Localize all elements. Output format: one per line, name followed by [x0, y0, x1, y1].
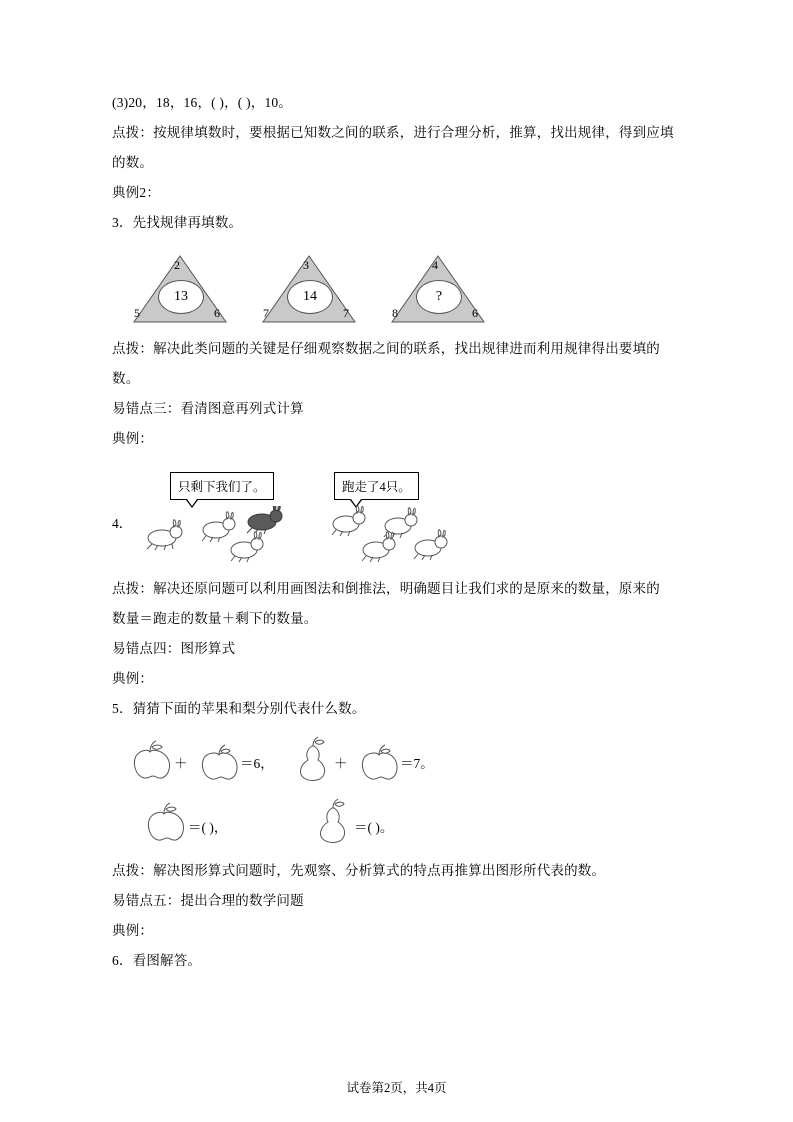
triangle-top-value: 2: [174, 258, 180, 272]
rabbit-group-right-icon: [324, 506, 514, 568]
apple-icon: [196, 742, 240, 782]
sequence-fill-question: (3)20，18，16，( )，( )，10。: [112, 95, 293, 110]
apple-icon: [140, 800, 186, 844]
tip-paragraph-3-line2: 数量＝跑走的数量＋剩下的数量。: [112, 611, 318, 626]
triangle-right-value: 6: [472, 306, 478, 320]
tip-paragraph-4: 点拨：解决图形算式问题时，先观察、分析算式的特点再推算出图形所代表的数。: [112, 863, 606, 878]
question-5: 5．猜猜下面的苹果和梨分别代表什么数。: [112, 701, 366, 716]
tip-paragraph-1: 点拨：按规律填数时，要根据已知数之间的联系，进行合理分析，推算，找出规律，得到应填的数。: [112, 125, 674, 170]
triangle-left-value: 8: [392, 306, 398, 320]
answer-blank-pear: ＝( )。: [354, 820, 394, 835]
answer-blank-apple: ＝( )，: [188, 820, 228, 835]
page-footer: 试卷第2页，共4页: [346, 1081, 447, 1095]
triangle-left-value: 7: [263, 306, 269, 320]
triangle-center-value: 14: [287, 280, 333, 314]
example-2-label: 典例2：: [112, 185, 161, 200]
triangle-right-value: 6: [214, 306, 220, 320]
equation-2-plus: ＋: [334, 756, 348, 771]
speech-bubble-right: 跑走了4只。: [334, 472, 419, 500]
fruit-equation-row-2: [112, 796, 681, 856]
apple-icon: [356, 742, 400, 782]
triangle-figure-1: [130, 252, 230, 326]
question-6: 6．看图解答。: [112, 953, 202, 968]
rabbit-illustration-scene: [112, 462, 681, 574]
triangle-top-value: 4: [432, 258, 438, 272]
triangle-center-value: 13: [158, 280, 204, 314]
triangle-top-value: 3: [303, 258, 309, 272]
error-point-3-heading: 易错点三：看清图意再列式计算: [112, 401, 304, 416]
pear-icon: [310, 798, 354, 844]
question-4-number: 4．: [112, 516, 133, 531]
triangle-figure-2: [259, 252, 359, 326]
speech-bubble-left: 只剩下我们了。: [170, 472, 274, 500]
example-label-1: 典例：: [112, 431, 154, 446]
apple-icon: [126, 738, 172, 782]
error-point-5-heading: 易错点五：提出合理的数学问题: [112, 893, 304, 908]
triangle-figure-3: [388, 252, 488, 326]
triangle-right-value: 7: [343, 306, 349, 320]
rabbit-group-left-icon: [140, 506, 340, 568]
tip-paragraph-2: 点拨：解决此类问题的关键是仔细观察数据之间的联系，找出规律进而利用规律得出要填的数。: [112, 341, 660, 386]
question-3: 3．先找规律再填数。: [112, 215, 243, 230]
example-label-2: 典例：: [112, 671, 154, 686]
triangle-figures-group: [112, 252, 681, 330]
equation-1-plus: ＋: [174, 756, 188, 771]
equation-1-result: ＝6，: [240, 756, 274, 771]
fruit-equation-row-1: [112, 734, 681, 792]
example-label-3: 典例：: [112, 923, 154, 938]
triangle-center-value: ?: [416, 280, 462, 314]
error-point-4-heading: 易错点四：图形算式: [112, 641, 236, 656]
pear-icon: [290, 736, 334, 782]
tip-paragraph-3-line1: 点拨：解决还原问题可以利用画图法和倒推法，明确题目让我们求的是原来的数量，原来的: [112, 581, 660, 596]
triangle-left-value: 5: [134, 306, 140, 320]
equation-2-result: ＝7。: [400, 756, 434, 771]
